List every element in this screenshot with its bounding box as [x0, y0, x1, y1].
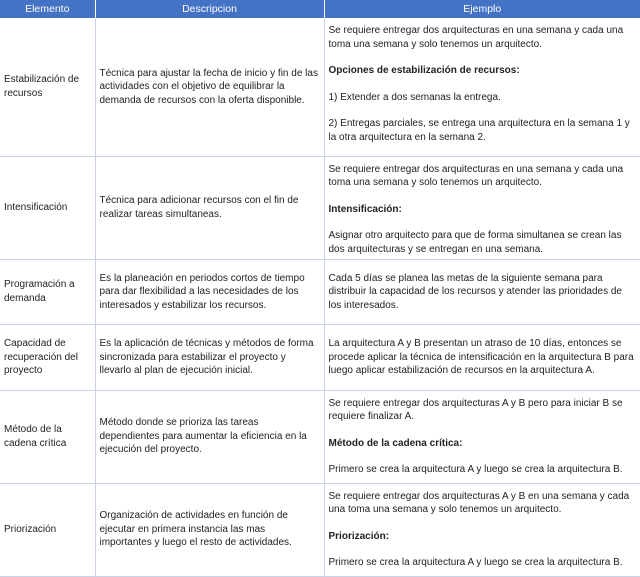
cell-ejemplo — [324, 325, 640, 391]
table-row — [0, 259, 640, 325]
ejemplo-paragraph: Primero se crea la arquitectura A y luego se crea la arquitectura B. — [328, 557, 623, 568]
ejemplo-paragraph: Se requiere entregar dos arquitecturas en una semana y cada una toma una semana y solo tenemos un arquitecto. — [328, 25, 624, 50]
ejemplo-heading: Opciones de estabilización de recursos: — [328, 65, 520, 76]
ejemplo-paragraph: 1) Extender a dos semanas la entrega. — [328, 91, 501, 103]
ejemplo-paragraph: La arquitectura A y B presentan un atraso de 10 días, entonces se procede aplicar la técnica de intensificación en la arquitectura B para luego aplicar estabilización de recursos en la arquitectura A. — [328, 338, 634, 376]
header-ejemplo: Ejemplo — [324, 0, 640, 18]
ejemplo-heading: Priorización: — [328, 530, 390, 542]
table-row — [0, 325, 640, 391]
cell-ejemplo — [324, 18, 640, 156]
cell-descripcion: Es la planeación en periodos cortos de tiempo para dar flexibilidad a las necesidades de los interesados y estabilizar los recursos. — [95, 259, 324, 325]
ejemplo-paragraph: Se requiere entregar dos arquitecturas A y B en una semana y cada una toma una semana y solo tenemos un arquitecto. — [328, 490, 630, 515]
cell-ejemplo — [324, 483, 640, 576]
table-row — [0, 18, 640, 156]
cell-descripcion: Organización de actividades en función de ejecutar en primera instancia las mas importantes y luego el resto de actividades. — [95, 483, 324, 576]
table-body — [0, 18, 640, 576]
cell-descripcion: Método donde se prioriza las tareas dependientes para aumentar la eficiencia en la ejecución del proyecto. — [95, 390, 324, 483]
cell-elemento: Intensificación — [0, 156, 95, 259]
cell-descripcion: Técnica para ajustar la fecha de inicio y fin de las actividades con el objetivo de equilibrar la demanda de recursos con la oferta disponible. — [95, 18, 324, 156]
cell-elemento: Capacidad de recuperación del proyecto — [0, 325, 95, 391]
ejemplo-heading: Método de la cadena crítica: — [328, 437, 463, 449]
ejemplo-paragraph: 2) Entregas parciales, se entrega una arquitectura en la semana 1 y la otra arquitectura en la semana 2. — [328, 118, 630, 143]
cell-descripcion: Es la aplicación de técnicas y métodos de forma sincronizada para estabilizar el proyecto y llevarlo al plan de ejecución inicial. — [95, 325, 324, 391]
cell-elemento: Estabilización de recursos — [0, 18, 95, 156]
ejemplo-paragraph: Cada 5 días se planea las metas de la siguiente semana para distribuir la capacidad de los recursos y atender las prioridades de los interesados. — [328, 272, 622, 311]
cell-descripcion: Técnica para adicionar recursos con el fin de realizar tareas simultaneas. — [95, 156, 324, 259]
cell-ejemplo — [324, 390, 640, 483]
ejemplo-paragraph: Se requiere entregar dos arquitecturas en una semana y cada una toma una semana y solo tenemos un arquitecto. — [328, 163, 624, 188]
ejemplo-paragraph: Asignar otro arquitecto para que de forma simultanea se crean las dos arquitecturas y se entregan en una semana. — [328, 230, 622, 255]
header-descripcion: Descripcion — [95, 0, 324, 18]
header-elemento: Elemento — [0, 0, 95, 18]
ejemplo-paragraph: Primero se crea la arquitectura A y luego se crea la arquitectura B. — [328, 464, 623, 475]
table-row — [0, 483, 640, 576]
header-row — [0, 0, 640, 18]
ejemplo-paragraph: Se requiere entregar dos arquitecturas A y B pero para iniciar B se requiere finalizar A. — [328, 397, 623, 422]
cell-ejemplo — [324, 259, 640, 325]
table-row — [0, 156, 640, 259]
cell-elemento: Programación a demanda — [0, 259, 95, 325]
table-row — [0, 390, 640, 483]
cell-elemento: Método de la cadena crítica — [0, 390, 95, 483]
ejemplo-heading: Intensificación: — [328, 203, 402, 215]
cell-elemento: Priorización — [0, 483, 95, 576]
cell-ejemplo — [324, 156, 640, 259]
